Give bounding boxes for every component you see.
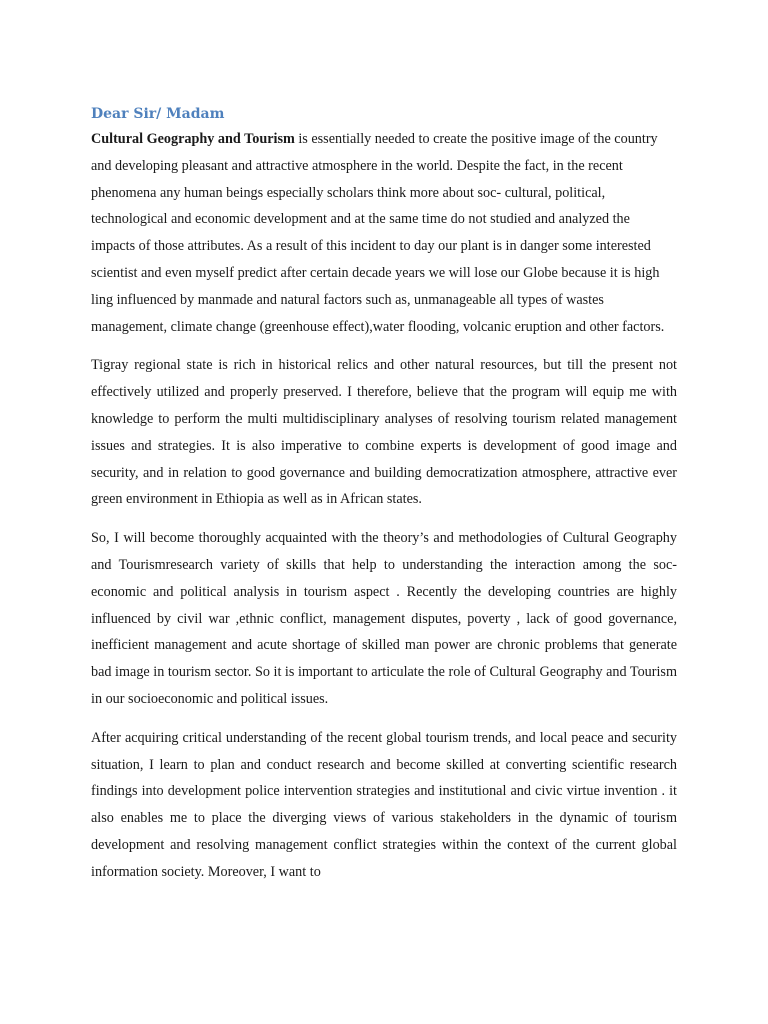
paragraph-1-text: is essentially needed to create the positive image of the country and developing pleasant and attractive atmosphere in the world. Despite the fact, in the recent phenomena any human beings especially scholars think more about soc- cultural, political, technological and economic development and at the same time do not studied and analyzed the impacts of those attributes. As a result of this incident to day our plant is in danger some interested scientist and even myself predict after certain decade years we will lose our Globe because it is high ling influenced by manmade and natural factors such as, unmanageable all types of wastes management, climate change (greenhouse effect),water flooding, volcanic eruption and other factors. — [91, 131, 665, 335]
paragraph-2: Tigray regional state is rich in historical relics and other natural resources, but till the present not effectively utilized and properly preserved. I therefore, believe that the program will equip me with knowledge to perform the multi multidisciplinary analyses of resolving tourism related management issues and strategies. It is also imperative to combine experts is development of good image and security, and in relation to good governance and building democratization atmosphere, attractive ever green environment in Ethiopia as well as in African states. — [91, 357, 677, 508]
salutation-heading: Dear Sir/ Madam — [91, 106, 225, 122]
letter-body — [91, 104, 677, 898]
paragraph-1-bold-lead: Cultural Geography and Tourism — [91, 131, 295, 147]
paragraph-3: So, I will become thoroughly acquainted with the theory’s and methodologies of Cultural Geography and Tourismresearch variety of skills that help to understanding the interaction among the soc- economic and political analysis in tourism aspect . Recently the developing countries are highly influenced by civil war ,ethnic conflict, management disputes, poverty , lack of good governance, inefficient management and acute shortage of skilled man power are chronic problems that generate bad image in tourism sector. So it is important to articulate the role of Cultural Geography and Tourism in our socioeconomic and political issues. — [91, 530, 677, 707]
paragraph-1 — [91, 126, 677, 340]
paragraph-4: After acquiring critical understanding of the recent global tourism trends, and local peace and security situation, I learn to plan and conduct research and become skilled at converting scientific research findings into development police intervention strategies and institutional and civic virtue invention . it also enables me to place the diverging views of various stakeholders in the dynamic of tourism development and resolving management conflict strategies within the context of the current global information society. Moreover, I want to — [91, 729, 677, 880]
